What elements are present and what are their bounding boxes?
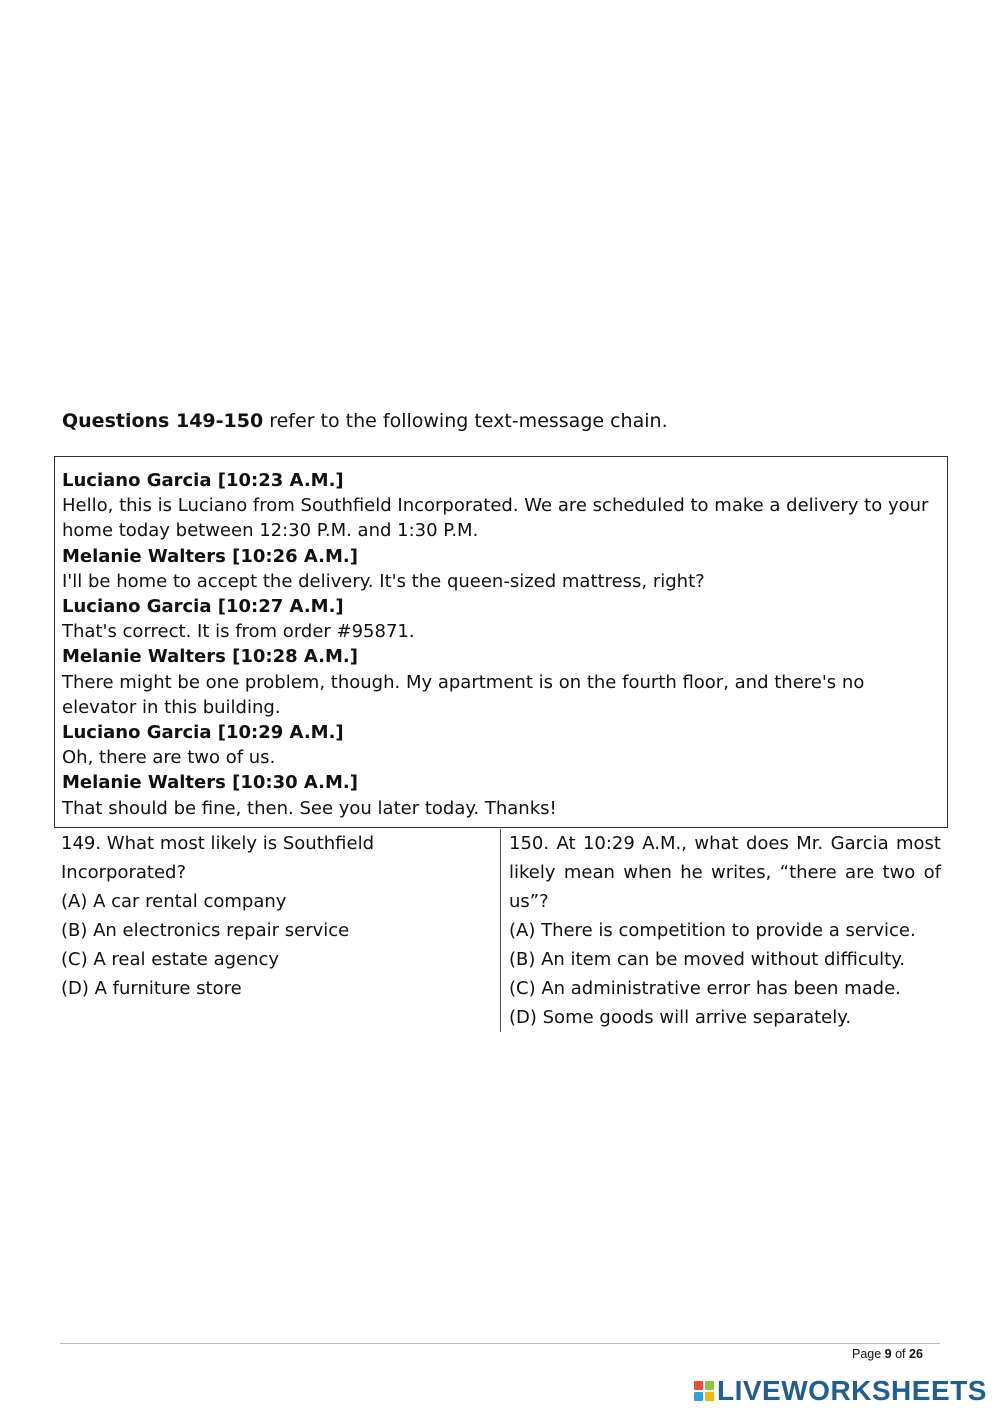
question-range: Questions 149-150 xyxy=(62,410,264,432)
message-sender: Luciano Garcia [10:29 A.M.] xyxy=(62,722,344,744)
brand-name: LIVEWORKSHEETS xyxy=(717,1375,987,1406)
message xyxy=(62,644,940,720)
message-text: Hello, this is Luciano from Southfield Incorporated. We are scheduled to make a delivery to your home today between 12:30 P.M. and 1:30 P.M. xyxy=(62,495,929,542)
intro-text: refer to the following text-message chain. xyxy=(263,410,668,432)
page-label: Page xyxy=(852,1347,885,1361)
message-sender: Luciano Garcia [10:27 A.M.] xyxy=(62,596,344,618)
message xyxy=(62,770,940,820)
answer-option[interactable]: (D) A furniture store xyxy=(61,978,242,999)
message-text: I'll be home to accept the delivery. It's the queen-sized mattress, right? xyxy=(62,570,705,592)
column-divider xyxy=(500,829,501,1032)
message-sender: Melanie Walters [10:26 A.M.] xyxy=(62,545,358,567)
answer-option[interactable]: (A) There is competition to provide a service. xyxy=(509,920,916,941)
message-sender: Melanie Walters [10:28 A.M.] xyxy=(62,646,358,668)
page-number xyxy=(852,1347,923,1361)
logo-tile xyxy=(705,1392,714,1401)
logo-grid-icon xyxy=(694,1381,714,1401)
message-text: That should be fine, then. See you later today. Thanks! xyxy=(62,797,557,819)
page-total: 26 xyxy=(909,1347,923,1361)
answer-option[interactable]: (C) A real estate agency xyxy=(61,949,280,970)
message xyxy=(62,720,940,770)
logo-tile xyxy=(694,1381,703,1390)
message-text: There might be one problem, though. My apartment is on the fourth floor, and there's no elevator in this building. xyxy=(62,671,865,718)
message xyxy=(62,468,940,544)
answer-option[interactable]: (B) An electronics repair service xyxy=(61,920,350,941)
answer-option[interactable]: (C) An administrative error has been made. xyxy=(509,978,901,999)
answer-option[interactable]: (A) A car rental company xyxy=(61,891,287,912)
passage-intro xyxy=(62,408,668,434)
logo-tile xyxy=(705,1381,714,1390)
page-current: 9 xyxy=(884,1347,892,1361)
question-150 xyxy=(509,829,941,1032)
logo-tile xyxy=(694,1392,703,1401)
page-of: of xyxy=(891,1347,909,1361)
message-sender: Melanie Walters [10:30 A.M.] xyxy=(62,772,358,794)
answer-option[interactable]: (D) Some goods will arrive separately. xyxy=(509,1007,852,1028)
question-stem: 150. At 10:29 A.M., what does Mr. Garcia most likely mean when he writes, “there are two of us”? xyxy=(509,833,941,912)
message-text: Oh, there are two of us. xyxy=(62,747,276,769)
message xyxy=(62,544,940,594)
question-149 xyxy=(61,829,391,1003)
question-stem: 149. What most likely is Southfield Incorporated? xyxy=(61,833,375,883)
message-text: That's correct. It is from order #95871. xyxy=(62,621,415,643)
footer-divider xyxy=(60,1343,940,1344)
questions-table xyxy=(54,829,948,1032)
liveworksheets-logo xyxy=(694,1376,987,1406)
message xyxy=(62,594,940,644)
text-message-chain xyxy=(54,456,948,828)
answer-option[interactable]: (B) An item can be moved without difficulty. xyxy=(509,949,906,970)
message-sender: Luciano Garcia [10:23 A.M.] xyxy=(62,470,344,491)
